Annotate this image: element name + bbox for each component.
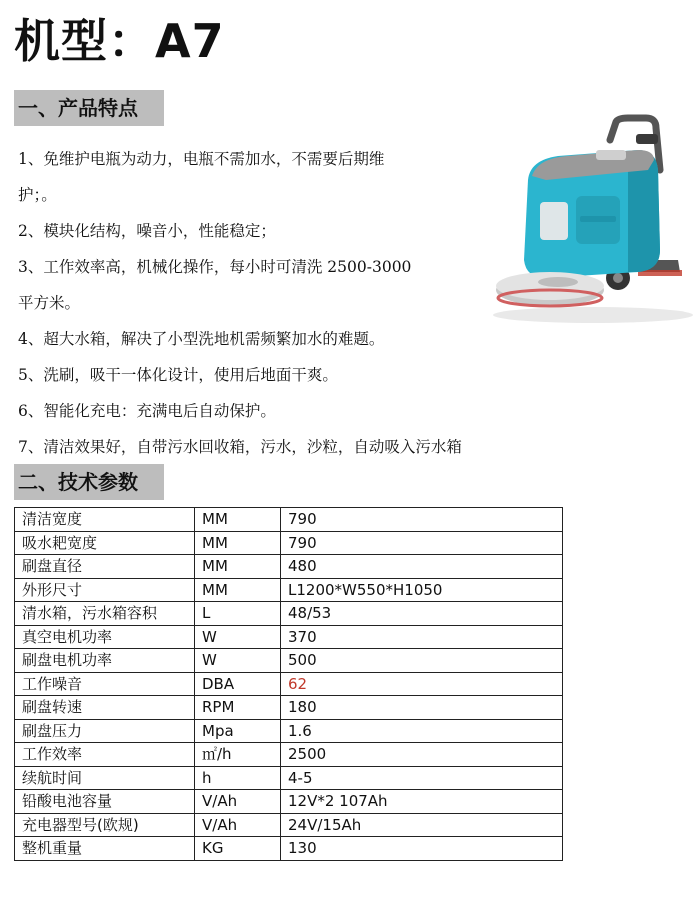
value-cell: 790 xyxy=(281,508,563,532)
value-cell: 480 xyxy=(281,555,563,579)
feature-text: 7、清洁效果好，自带污水回收箱，污水，沙粒，自动吸入污水箱 xyxy=(18,438,462,456)
unit-cell: RPM xyxy=(195,696,281,720)
table-row xyxy=(15,790,563,814)
table-row xyxy=(15,719,563,743)
value-cell: 62 xyxy=(281,672,563,696)
param-name-cell: 清水箱，污水箱容积 xyxy=(15,602,195,626)
section-header-specs: 二、技术参数 xyxy=(14,464,164,500)
table-row xyxy=(15,508,563,532)
unit-cell: MM xyxy=(195,508,281,532)
value-cell: 130 xyxy=(281,837,563,861)
unit-cell: h xyxy=(195,766,281,790)
feature-text: 4、超大水箱，解决了小型洗地机需频繁加水的难题。 xyxy=(18,330,385,348)
value-cell: 500 xyxy=(281,649,563,673)
unit-cell: Mpa xyxy=(195,719,281,743)
feature-item xyxy=(18,213,548,249)
feature-item xyxy=(18,141,548,213)
value-cell: 4-5 xyxy=(281,766,563,790)
table-row xyxy=(15,696,563,720)
unit-cell: L xyxy=(195,602,281,626)
param-name-cell: 吸水耙宽度 xyxy=(15,531,195,555)
unit-cell: MM xyxy=(195,578,281,602)
feature-text: 平方米。 xyxy=(18,294,81,312)
table-row xyxy=(15,813,563,837)
value-cell: L1200*W550*H1050 xyxy=(281,578,563,602)
table-row xyxy=(15,625,563,649)
feature-list xyxy=(18,141,548,465)
value-cell: 12V*2 107Ah xyxy=(281,790,563,814)
value-cell: 1.6 xyxy=(281,719,563,743)
unit-cell: DBA xyxy=(195,672,281,696)
param-name-cell: 刷盘压力 xyxy=(15,719,195,743)
table-row xyxy=(15,555,563,579)
table-row xyxy=(15,766,563,790)
page-title: 机型：A7 xyxy=(14,14,225,68)
unit-cell: KG xyxy=(195,837,281,861)
param-name-cell: 刷盘电机功率 xyxy=(15,649,195,673)
value-cell: 790 xyxy=(281,531,563,555)
unit-cell: V/Ah xyxy=(195,790,281,814)
unit-cell: W xyxy=(195,625,281,649)
table-row xyxy=(15,602,563,626)
param-name-cell: 充电器型号(欧规) xyxy=(15,813,195,837)
table-row xyxy=(15,649,563,673)
table-row xyxy=(15,743,563,767)
feature-item xyxy=(18,357,548,393)
unit-cell: ㎡/h xyxy=(195,743,281,767)
table-row xyxy=(15,578,563,602)
param-name-cell: 清洁宽度 xyxy=(15,508,195,532)
feature-item xyxy=(18,249,548,321)
feature-text: 5、洗刷，吸干一体化设计，使用后地面干爽。 xyxy=(18,366,338,384)
feature-item xyxy=(18,393,548,429)
param-name-cell: 工作噪音 xyxy=(15,672,195,696)
param-name-cell: 刷盘转速 xyxy=(15,696,195,720)
param-name-cell: 续航时间 xyxy=(15,766,195,790)
table-row xyxy=(15,531,563,555)
feature-text: 护；。 xyxy=(18,186,57,204)
feature-item xyxy=(18,321,548,357)
unit-cell: W xyxy=(195,649,281,673)
param-name-cell: 刷盘直径 xyxy=(15,555,195,579)
param-name-cell: 铅酸电池容量 xyxy=(15,790,195,814)
unit-cell: V/Ah xyxy=(195,813,281,837)
spec-table xyxy=(14,507,563,861)
table-row xyxy=(15,672,563,696)
feature-text: 1、免维护电瓶为动力，电瓶不需加水，不需要后期维 xyxy=(18,150,385,168)
value-cell: 48/53 xyxy=(281,602,563,626)
feature-item xyxy=(18,429,548,465)
param-name-cell: 真空电机功率 xyxy=(15,625,195,649)
value-cell: 2500 xyxy=(281,743,563,767)
value-cell: 370 xyxy=(281,625,563,649)
floor-scrubber-image xyxy=(488,110,698,335)
value-cell: 180 xyxy=(281,696,563,720)
param-name-cell: 工作效率 xyxy=(15,743,195,767)
unit-cell: MM xyxy=(195,555,281,579)
section-header-features: 一、产品特点 xyxy=(14,90,164,126)
feature-text: 6、智能化充电：充满电后自动保护。 xyxy=(18,402,276,420)
param-name-cell: 整机重量 xyxy=(15,837,195,861)
table-row xyxy=(15,837,563,861)
feature-text: 2、模块化结构，噪音小，性能稳定； xyxy=(18,222,276,240)
feature-text: 3、工作效率高，机械化操作，每小时可清洗 2500-3000 xyxy=(18,258,412,276)
param-name-cell: 外形尺寸 xyxy=(15,578,195,602)
unit-cell: MM xyxy=(195,531,281,555)
value-cell: 24V/15Ah xyxy=(281,813,563,837)
